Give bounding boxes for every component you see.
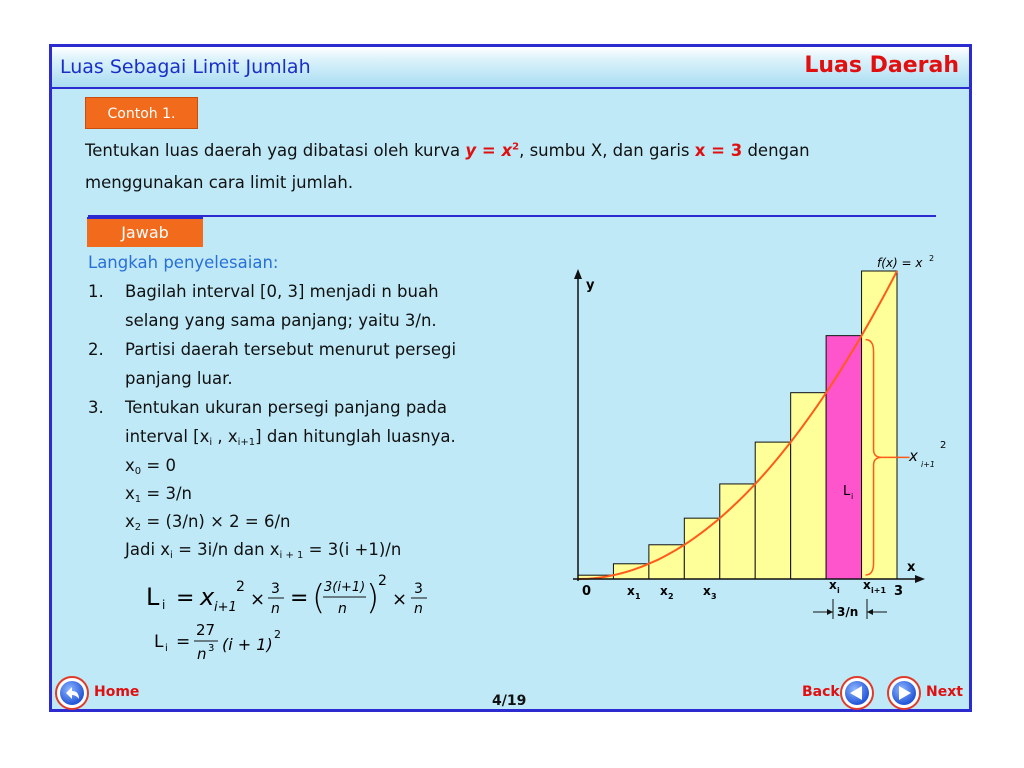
tick-xi1 bbox=[863, 578, 886, 595]
x0-sub: 0 bbox=[134, 466, 142, 477]
x0-rest: = 0 bbox=[141, 456, 176, 475]
problem-text-line2: menggunakan cara limit jumlah. bbox=[85, 173, 354, 192]
line-equation: x = 3 bbox=[694, 141, 743, 160]
back-link[interactable]: Back bbox=[802, 684, 840, 700]
slide bbox=[49, 44, 972, 712]
tick-x3-t: x bbox=[703, 584, 711, 598]
f2-den: n bbox=[197, 645, 207, 663]
tick-three: 3 bbox=[894, 584, 904, 599]
problem-text-line1 bbox=[85, 141, 810, 160]
x-label: x bbox=[907, 560, 916, 575]
tick-x1-s: 1 bbox=[635, 592, 641, 601]
tick-x3-s: 3 bbox=[711, 592, 717, 601]
step-2-line2: panjang luar. bbox=[125, 369, 233, 388]
problem-part3: dengan bbox=[742, 141, 810, 160]
f1-rparen: ) bbox=[366, 578, 380, 618]
tick-x2-s: 2 bbox=[668, 592, 674, 601]
f1-frac2-num: 3(i+1) bbox=[324, 580, 366, 595]
f1-frac3-num: 3 bbox=[414, 581, 423, 597]
divider bbox=[88, 215, 936, 217]
riemann-rect-4 bbox=[684, 518, 719, 579]
riemann-rect-7 bbox=[791, 393, 826, 579]
func-label: f(x) = x bbox=[877, 256, 923, 270]
calc-x1 bbox=[125, 484, 192, 505]
x1-var: x bbox=[125, 484, 135, 503]
page-number: 4/19 bbox=[492, 693, 527, 709]
x1-sub: 1 bbox=[134, 494, 142, 505]
li-label: L bbox=[843, 484, 851, 499]
section-title: Luas Daerah bbox=[804, 53, 959, 78]
tick-x1 bbox=[627, 584, 641, 601]
home-link[interactable]: Home bbox=[94, 684, 140, 700]
f2-tail-exp: 2 bbox=[274, 628, 281, 641]
next-button[interactable] bbox=[887, 676, 921, 710]
x2-rest: = (3/n) × 2 = 6/n bbox=[141, 512, 291, 531]
f1-frac2-den: n bbox=[338, 601, 347, 617]
step-3-line2 bbox=[125, 427, 456, 448]
f1-xsub: i+1 bbox=[214, 600, 237, 615]
answer-label: Jawab bbox=[87, 217, 203, 247]
step-2-number: 2. bbox=[88, 340, 104, 359]
tick-xi bbox=[829, 578, 840, 595]
f1-eq2: = bbox=[290, 586, 309, 611]
width-arrowhead-left bbox=[827, 609, 833, 615]
xi-pre: Jadi x bbox=[125, 540, 171, 559]
riemann-rect-5 bbox=[720, 484, 755, 579]
xi-sub1: i bbox=[170, 550, 173, 561]
back-arrow-icon bbox=[845, 681, 869, 705]
example-label: Contoh 1. bbox=[85, 97, 198, 129]
calc-x0 bbox=[125, 456, 176, 477]
s3-c: , x bbox=[212, 427, 238, 446]
riemann-rect-8 bbox=[826, 336, 861, 579]
tick-x1-t: x bbox=[627, 584, 635, 598]
width-arrowhead-right bbox=[867, 609, 873, 615]
step-3-number: 3. bbox=[88, 398, 104, 417]
f1-eq1: = bbox=[176, 586, 195, 611]
y-axis-arrow bbox=[574, 269, 582, 279]
s3-e: ] dan hitunglah luasnya. bbox=[255, 427, 456, 446]
li-sub: i bbox=[851, 492, 854, 501]
f1-lparen: ( bbox=[312, 578, 326, 618]
f1-times1: × bbox=[250, 589, 266, 610]
tick-x3 bbox=[703, 584, 717, 601]
home-button[interactable] bbox=[55, 676, 89, 710]
step-2-line1: Partisi daerah tersebut menurut persegi bbox=[125, 340, 457, 359]
height-exp: 2 bbox=[940, 440, 947, 451]
tick-xi1-s: i+1 bbox=[871, 586, 887, 595]
rectangles bbox=[578, 271, 897, 579]
calc-xi bbox=[125, 540, 401, 561]
f1-exp: 2 bbox=[236, 579, 245, 595]
formula-area-li bbox=[144, 569, 434, 621]
x2-var: x bbox=[125, 512, 135, 531]
height-sub: i+1 bbox=[921, 460, 936, 469]
formula-area-li-simplified bbox=[152, 619, 352, 667]
origin-label: 0 bbox=[582, 584, 592, 599]
f1-frac1-num: 3 bbox=[271, 581, 280, 597]
f1-frac1-den: n bbox=[271, 601, 280, 617]
s3-sub-i: i bbox=[209, 437, 213, 448]
curve-exponent: 2 bbox=[512, 141, 520, 153]
height-label: x bbox=[909, 447, 918, 465]
tick-x2-t: x bbox=[660, 584, 668, 598]
f2-num: 27 bbox=[196, 621, 216, 639]
f2-tail: (i + 1) bbox=[222, 635, 273, 654]
x-axis-arrow bbox=[915, 575, 925, 583]
step-3-line1: Tentukan ukuran persegi panjang pada bbox=[125, 398, 447, 417]
tick-x2 bbox=[660, 584, 674, 601]
curve-text: y = x bbox=[465, 141, 513, 160]
s3-sub-i1: i+1 bbox=[237, 437, 256, 448]
x1-rest: = 3/n bbox=[141, 484, 192, 503]
curve-equation bbox=[465, 141, 519, 160]
func-exp: 2 bbox=[929, 254, 935, 263]
tick-xi1-t: x bbox=[863, 578, 871, 592]
x2-sub: 2 bbox=[134, 522, 142, 533]
xi-sub2: i + 1 bbox=[279, 550, 304, 561]
problem-part2: , sumbu X, dan garis bbox=[519, 141, 695, 160]
width-label: 3/n bbox=[837, 605, 859, 619]
s3-a: interval [x bbox=[125, 427, 210, 446]
back-button[interactable] bbox=[840, 676, 874, 710]
x0-var: x bbox=[125, 456, 135, 475]
f2-L: L bbox=[154, 632, 164, 652]
f1-exp2: 2 bbox=[378, 573, 387, 589]
step-1-number: 1. bbox=[88, 282, 104, 301]
next-arrow-icon bbox=[892, 681, 916, 705]
f1-frac3-den: n bbox=[414, 601, 423, 617]
title-bar bbox=[52, 47, 969, 89]
f1-x: x bbox=[200, 583, 215, 611]
f1-Lsub: i bbox=[162, 598, 166, 612]
f1-L: L bbox=[146, 583, 160, 611]
step-1-line1: Bagilah interval [0, 3] menjadi n buah bbox=[125, 282, 439, 301]
f2-den-exp: 3 bbox=[208, 643, 215, 654]
f2-Lsub: i bbox=[165, 643, 168, 654]
home-icon bbox=[60, 681, 84, 705]
tick-xi-t: x bbox=[829, 578, 837, 592]
riemann-sum-graph bbox=[557, 243, 967, 653]
step-1-line2: selang yang sama panjang; yaitu 3/n. bbox=[125, 311, 437, 330]
y-label: y bbox=[586, 278, 595, 293]
page-title: Luas Sebagai Limit Jumlah bbox=[60, 56, 311, 78]
steps-heading: Langkah penyelesaian: bbox=[88, 253, 279, 272]
riemann-rect-9 bbox=[862, 271, 897, 579]
xi-mid: = 3i/n dan x bbox=[172, 540, 280, 559]
f1-times2: × bbox=[392, 589, 408, 610]
problem-part1: Tentukan luas daerah yag dibatasi oleh kurva bbox=[85, 141, 466, 160]
tick-xi-s: i bbox=[837, 586, 840, 595]
calc-x2 bbox=[125, 512, 291, 533]
xi-rest: = 3(i +1)/n bbox=[303, 540, 402, 559]
f2-eq: = bbox=[176, 632, 191, 652]
next-link[interactable]: Next bbox=[926, 684, 963, 700]
